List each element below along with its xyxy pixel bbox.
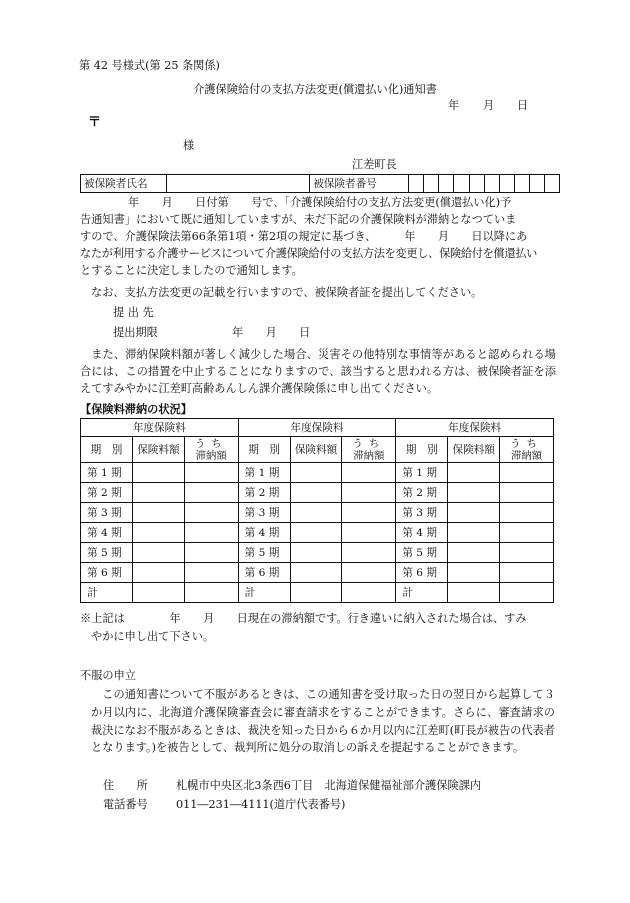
period-label: 第 6 期 (238, 563, 290, 583)
col-unpaid-bottom: 滞納額 (510, 449, 543, 462)
issuer: 江差町長 (352, 158, 397, 171)
col-period-header: 期 別 (396, 437, 448, 463)
period-label: 第 6 期 (81, 563, 133, 583)
insured-number-digit[interactable] (529, 175, 544, 193)
period-label: 第 3 期 (81, 503, 133, 523)
amount-cell[interactable] (290, 583, 342, 603)
unpaid-cell[interactable] (184, 503, 238, 523)
document-title: 介護保険給付の支払方法変更(償還払い化)通知書 (193, 83, 437, 96)
date-day: 日 (517, 99, 529, 112)
body-line-3: すので、介護保険法第66条第1項・第2項の規定に基づき、 年 月 日以降にあ (80, 230, 528, 243)
amount-cell[interactable] (448, 523, 500, 543)
period-label: 計 (238, 583, 290, 603)
insured-info-table (80, 174, 560, 193)
amount-cell[interactable] (290, 523, 342, 543)
table-row (81, 563, 554, 583)
period-label: 第 2 期 (81, 483, 133, 503)
period-label: 第 4 期 (396, 523, 448, 543)
amount-cell[interactable] (448, 563, 500, 583)
insured-name-field[interactable] (167, 175, 310, 193)
insured-number-digit[interactable] (484, 175, 499, 193)
amount-cell[interactable] (290, 503, 342, 523)
insured-number-digit[interactable] (409, 175, 424, 193)
amount-cell[interactable] (448, 543, 500, 563)
col-unpaid-header (184, 437, 238, 463)
col-unpaid-top: うち (194, 437, 228, 450)
unpaid-cell[interactable] (342, 523, 396, 543)
col-unpaid-header (500, 437, 554, 463)
unpaid-cell[interactable] (184, 563, 238, 583)
period-label: 第 5 期 (396, 543, 448, 563)
body-line-5: とすることに決定しましたので通知します。 (80, 264, 303, 277)
date-month: 月 (483, 99, 495, 112)
period-label: 第 1 期 (396, 463, 448, 483)
address-label: 住 所 (103, 779, 148, 792)
amount-cell[interactable] (132, 503, 184, 523)
insured-name-label: 被保険者氏名 (81, 175, 167, 193)
amount-cell[interactable] (132, 563, 184, 583)
unpaid-cell[interactable] (342, 463, 396, 483)
unpaid-cell[interactable] (184, 583, 238, 603)
unpaid-cell[interactable] (342, 483, 396, 503)
body-line-2: 告通知書」において既に通知していますが、未だ下記の介護保険料が滞納となつていま (80, 213, 517, 226)
period-label: 計 (81, 583, 133, 603)
period-label: 第 3 期 (238, 503, 290, 523)
amount-cell[interactable] (290, 463, 342, 483)
table-row (81, 483, 554, 503)
form-number: 第 42 号様式(第 25 条関係) (79, 59, 220, 72)
unpaid-cell[interactable] (500, 543, 554, 563)
unpaid-cell[interactable] (184, 463, 238, 483)
period-label: 計 (396, 583, 448, 603)
appeal-title: 不服の申立 (80, 669, 136, 682)
unpaid-cell[interactable] (184, 483, 238, 503)
note-line-2: やかに申し出て下さい。 (91, 630, 215, 643)
period-label: 第 5 期 (81, 543, 133, 563)
honorific: 様 (183, 139, 195, 152)
year-header: 年度保険料 (238, 419, 396, 437)
insured-number-digit[interactable] (469, 175, 484, 193)
period-label: 第 5 期 (238, 543, 290, 563)
note-line-1: ※上記は 年 月 日現在の滞納額です。行き違いに納入された場合は、すみ (80, 612, 527, 625)
col-period-header: 期 別 (238, 437, 290, 463)
body-line-1: 年 月 日付第 号で、「介護保険給付の支払方法変更(償還払い化)予 (128, 196, 512, 209)
deadline-value: 年 月 日 (232, 326, 311, 339)
date-year: 年 (448, 99, 460, 112)
period-label: 第 1 期 (238, 463, 290, 483)
col-amount-header: 保険料額 (448, 437, 500, 463)
submit-to-label: 提 出 先 (113, 306, 154, 319)
unpaid-cell[interactable] (500, 503, 554, 523)
unpaid-cell[interactable] (342, 543, 396, 563)
deadline-label: 提出期限 (113, 326, 158, 339)
insured-number-digit[interactable] (454, 175, 469, 193)
premium-status-table (80, 418, 554, 603)
postal-mark: 〒 (88, 115, 102, 130)
status-table-body (81, 463, 554, 603)
unpaid-cell[interactable] (500, 463, 554, 483)
unpaid-cell[interactable] (342, 583, 396, 603)
period-label: 第 4 期 (81, 523, 133, 543)
insured-number-label: 被保険者番号 (310, 175, 409, 193)
appeal-paragraph: この通知書について不服があるときは、この通知書を受け取った日の翌日から起算して３か月以内に、北海道介護保険審査会に審査請求をすることができます。さらに、審査請求の裁決になお不服があるときは、裁決を知った日から６か月以内に江差町(町長が被告の代表者となります。)を被告として、裁判所に処分の取消しの訴えを提起することができます。 (91, 688, 555, 755)
notice-text: なお、支払方法変更の記載を行いますので、被保険者証を提出してください。 (91, 286, 483, 299)
period-label: 第 2 期 (396, 483, 448, 503)
unpaid-cell[interactable] (342, 503, 396, 523)
address-value: 札幌市中央区北3条西6丁目 北海道保健福祉部介護保険課内 (176, 779, 482, 792)
unpaid-cell[interactable] (342, 563, 396, 583)
table-row (81, 503, 554, 523)
col-unpaid-top: うち (510, 437, 543, 450)
insured-number-digit[interactable] (514, 175, 529, 193)
col-unpaid-bottom: 滞納額 (353, 449, 385, 462)
unpaid-cell[interactable] (184, 523, 238, 543)
phone-value: 011―231―4111(道庁代表番号) (176, 798, 346, 811)
amount-cell[interactable] (290, 563, 342, 583)
insured-number-digit[interactable] (424, 175, 439, 193)
year-header: 年度保険料 (81, 419, 239, 437)
unpaid-cell[interactable] (500, 563, 554, 583)
table-row (81, 583, 554, 603)
unpaid-cell[interactable] (500, 523, 554, 543)
col-unpaid-bottom: 滞納額 (195, 449, 227, 462)
period-label: 第 6 期 (396, 563, 448, 583)
period-label: 第 3 期 (396, 503, 448, 523)
period-label: 第 1 期 (81, 463, 133, 483)
insured-number-digit[interactable] (544, 175, 559, 193)
amount-cell[interactable] (448, 583, 500, 603)
reduction-paragraph: また、滞納保険料額が著しく減少した場合、災害その他特別な事情等があると認められる場合には、この措置を中止することになりますので、該当すると思われる方は、被保険者証を添えてすみやかに江差町高齢あんしん課介護保険係に申し出てください。 (80, 348, 556, 396)
amount-cell[interactable] (290, 483, 342, 503)
insured-number-digit[interactable] (439, 175, 454, 193)
year-header: 年度保険料 (396, 419, 554, 437)
period-label: 第 4 期 (238, 523, 290, 543)
amount-cell[interactable] (448, 483, 500, 503)
table-row (81, 523, 554, 543)
col-period-header: 期 別 (81, 437, 133, 463)
section-title: 【保険料滞納の状況】 (80, 402, 192, 416)
period-label: 第 2 期 (238, 483, 290, 503)
body-line-4: なたが利用する介護サービスについて介護保険給付の支払方法を変更し、保険給付を償還払い (80, 247, 538, 260)
amount-cell[interactable] (132, 543, 184, 563)
col-amount-header: 保険料額 (290, 437, 342, 463)
table-row (81, 463, 554, 483)
amount-cell[interactable] (132, 583, 184, 603)
phone-label: 電話番号 (103, 798, 148, 811)
table-row (81, 543, 554, 563)
amount-cell[interactable] (132, 523, 184, 543)
col-unpaid-top: うち (352, 437, 386, 450)
unpaid-cell[interactable] (500, 583, 554, 603)
amount-cell[interactable] (448, 503, 500, 523)
unpaid-cell[interactable] (184, 543, 238, 563)
amount-cell[interactable] (132, 483, 184, 503)
amount-cell[interactable] (132, 463, 184, 483)
amount-cell[interactable] (290, 543, 342, 563)
unpaid-cell[interactable] (500, 483, 554, 503)
insured-number-digit[interactable] (499, 175, 514, 193)
col-amount-header: 保険料額 (132, 437, 184, 463)
col-unpaid-header (342, 437, 396, 463)
amount-cell[interactable] (448, 463, 500, 483)
